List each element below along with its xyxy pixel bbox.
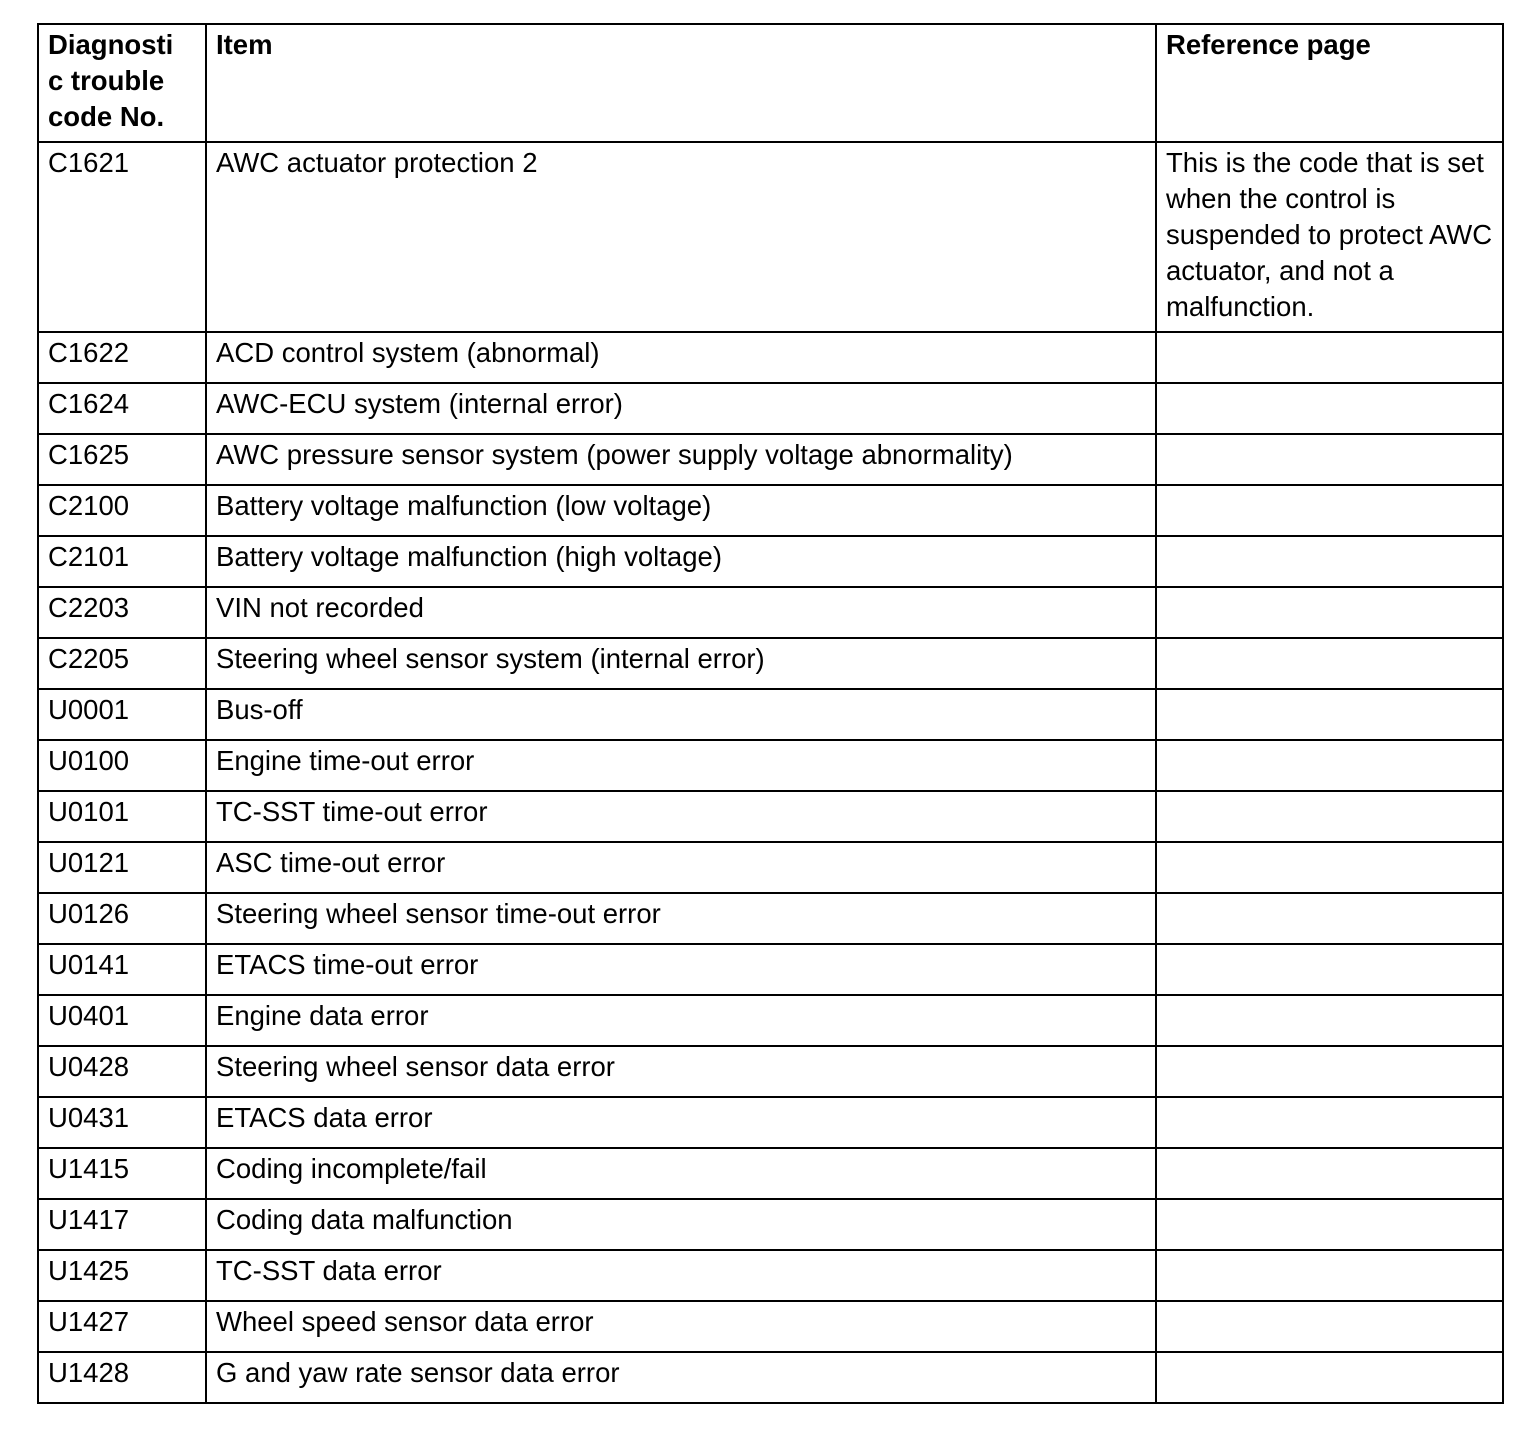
dtc-reference-cell [1156,944,1503,995]
dtc-code-cell: C2203 [38,587,206,638]
dtc-item-cell: TC-SST time-out error [206,791,1156,842]
dtc-item-cell: G and yaw rate sensor data error [206,1352,1156,1403]
header-item: Item [206,24,1156,142]
dtc-code-cell: C2205 [38,638,206,689]
table-row [38,944,1503,995]
table-row [38,1046,1503,1097]
table-row [38,332,1503,383]
table-row [38,383,1503,434]
table-row [38,1148,1503,1199]
table-row [38,995,1503,1046]
header-reference: Reference page [1156,24,1503,142]
dtc-reference-cell [1156,1046,1503,1097]
dtc-code-cell: U0431 [38,1097,206,1148]
dtc-reference-cell [1156,893,1503,944]
dtc-code-cell: U0126 [38,893,206,944]
dtc-item-cell: AWC actuator protection 2 [206,142,1156,332]
dtc-code-cell: U1415 [38,1148,206,1199]
dtc-item-cell: ACD control system (abnormal) [206,332,1156,383]
table-row [38,791,1503,842]
dtc-item-cell: Steering wheel sensor time-out error [206,893,1156,944]
dtc-reference-cell [1156,995,1503,1046]
table-row [38,842,1503,893]
table-row [38,740,1503,791]
dtc-item-cell: Battery voltage malfunction (low voltage) [206,485,1156,536]
dtc-item-cell: Engine time-out error [206,740,1156,791]
dtc-reference-cell [1156,1097,1503,1148]
dtc-code-cell: C2100 [38,485,206,536]
dtc-item-cell: VIN not recorded [206,587,1156,638]
dtc-code-cell: U0428 [38,1046,206,1097]
dtc-reference-cell [1156,1250,1503,1301]
dtc-code-cell: U1417 [38,1199,206,1250]
dtc-reference-cell: This is the code that is set when the control is suspended to protect AWC actuator, and not a malfunction. [1156,142,1503,332]
table-row [38,1199,1503,1250]
dtc-item-cell: Wheel speed sensor data error [206,1301,1156,1352]
dtc-item-cell: ETACS data error [206,1097,1156,1148]
dtc-code-cell: U1425 [38,1250,206,1301]
dtc-reference-cell [1156,740,1503,791]
dtc-item-cell: ASC time-out error [206,842,1156,893]
table-row [38,689,1503,740]
dtc-code-cell: U0121 [38,842,206,893]
dtc-reference-cell [1156,842,1503,893]
dtc-code-cell: C1624 [38,383,206,434]
dtc-table [37,23,1504,1404]
dtc-item-cell: TC-SST data error [206,1250,1156,1301]
table-body [38,142,1503,1403]
dtc-item-cell: Coding data malfunction [206,1199,1156,1250]
dtc-code-cell: U0001 [38,689,206,740]
table-row [38,536,1503,587]
dtc-reference-cell [1156,332,1503,383]
dtc-item-cell: AWC pressure sensor system (power supply voltage abnormality) [206,434,1156,485]
dtc-code-cell: U0101 [38,791,206,842]
dtc-item-cell: Steering wheel sensor system (internal error) [206,638,1156,689]
table-row [38,485,1503,536]
dtc-reference-cell [1156,1352,1503,1403]
dtc-item-cell: ETACS time-out error [206,944,1156,995]
dtc-code-cell: C1625 [38,434,206,485]
dtc-code-cell: U1427 [38,1301,206,1352]
dtc-reference-cell [1156,791,1503,842]
dtc-code-cell: U0100 [38,740,206,791]
table-row [38,1352,1503,1403]
table-row [38,142,1503,332]
dtc-reference-cell [1156,587,1503,638]
dtc-reference-cell [1156,1301,1503,1352]
dtc-item-cell: Coding incomplete/fail [206,1148,1156,1199]
dtc-item-cell: Engine data error [206,995,1156,1046]
dtc-item-cell: Battery voltage malfunction (high voltage) [206,536,1156,587]
dtc-code-cell: C2101 [38,536,206,587]
dtc-code-cell: C1622 [38,332,206,383]
table-row [38,434,1503,485]
dtc-reference-cell [1156,689,1503,740]
dtc-code-cell: U0141 [38,944,206,995]
dtc-code-cell: U1428 [38,1352,206,1403]
dtc-reference-cell [1156,1148,1503,1199]
dtc-item-cell: Bus-off [206,689,1156,740]
table-row [38,587,1503,638]
header-code: Diagnosti c trouble code No. [38,24,206,142]
dtc-reference-cell [1156,536,1503,587]
dtc-reference-cell [1156,485,1503,536]
dtc-code-cell: U0401 [38,995,206,1046]
table-row [38,1250,1503,1301]
dtc-code-cell: C1621 [38,142,206,332]
dtc-reference-cell [1156,638,1503,689]
table-row [38,1097,1503,1148]
dtc-reference-cell [1156,383,1503,434]
header-row [38,24,1503,142]
table-row [38,893,1503,944]
dtc-item-cell: Steering wheel sensor data error [206,1046,1156,1097]
dtc-reference-cell [1156,1199,1503,1250]
table-row [38,638,1503,689]
table-row [38,1301,1503,1352]
dtc-item-cell: AWC-ECU system (internal error) [206,383,1156,434]
dtc-reference-cell [1156,434,1503,485]
